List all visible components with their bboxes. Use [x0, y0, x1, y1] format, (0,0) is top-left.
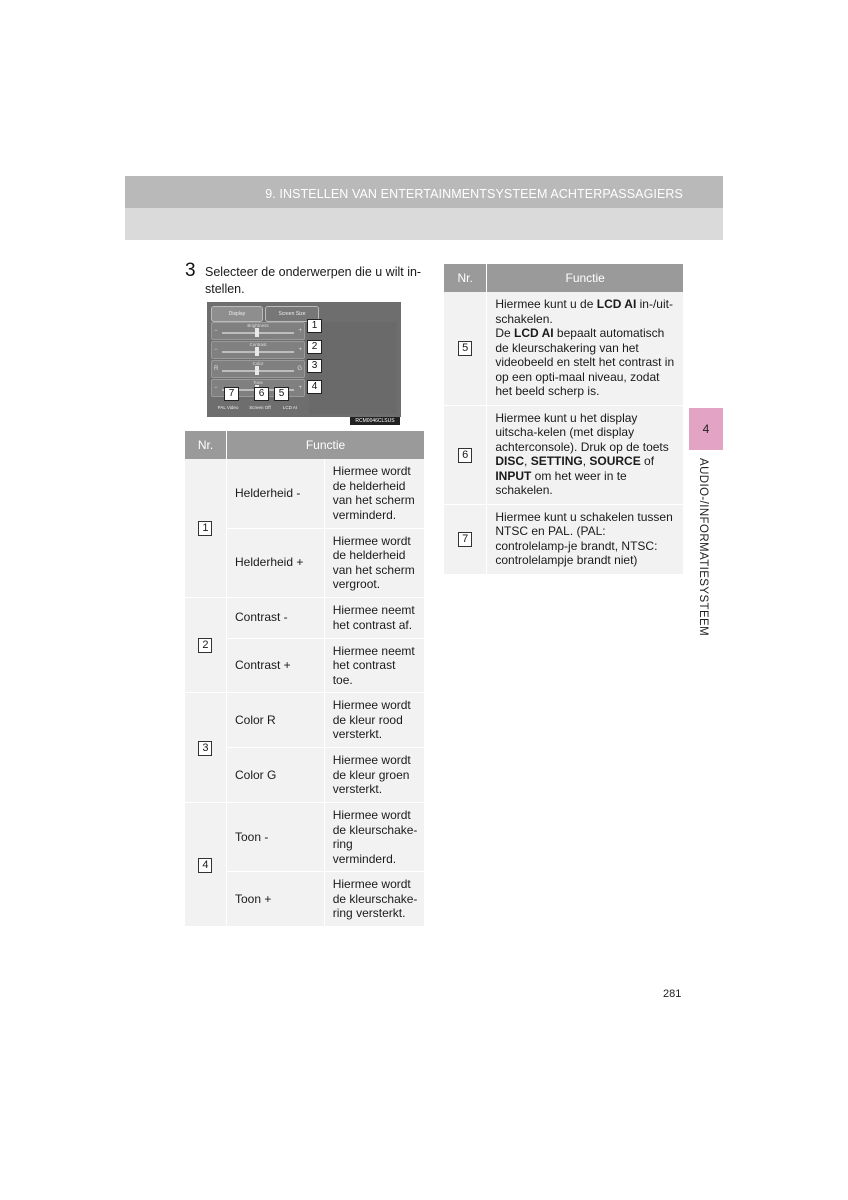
slider-knob — [255, 328, 259, 337]
color-g-label: G — [297, 366, 302, 372]
table-desc-cell: Hiermee wordt de helderheid van het scherm vergroot. — [324, 528, 424, 597]
table-desc-cell: Hiermee neemt het contrast toe. — [324, 638, 424, 693]
function-table-left — [185, 431, 424, 927]
table-nr-cell — [185, 597, 226, 693]
color-r-label: R — [214, 366, 219, 372]
callout-2: 2 — [307, 340, 322, 354]
nr-box: 7 — [458, 532, 472, 547]
nr-box: 3 — [198, 741, 212, 756]
callout-7: 7 — [224, 387, 239, 401]
plus-icon: + — [298, 328, 302, 334]
color-label: Color — [252, 361, 264, 366]
nr-box: 5 — [458, 341, 472, 356]
table-desc-cell: Hiermee wordt de helderheid van het scherm verminderd. — [324, 459, 424, 528]
table-desc-cell: Hiermee wordt de kleur rood versterkt. — [324, 693, 424, 748]
table-nr-cell — [444, 292, 487, 405]
table-desc-cell: Hiermee kunt u het display uitscha-kelen (met display achterconsole). Druk op de toets DISC, SETTING, SOURCE of INPUT om het weer in te schakelen. — [487, 405, 683, 504]
table-name-cell: Helderheid + — [226, 528, 324, 597]
table-desc-cell: Hiermee kunt u de LCD AI in-/uit-schakelen. De LCD AI bepaalt automatisch de kleurschakering van het videobeeld en stelt het contrast in op een opti-maal niveau, zodat het beeld scherp is. — [487, 292, 683, 405]
chapter-label: AUDIO-/INFORMATIESYSTEEM — [697, 458, 709, 637]
table-name-cell: Contrast - — [226, 597, 324, 638]
tab-display: Display — [211, 306, 263, 322]
callout-6: 6 — [254, 387, 269, 401]
table-name-cell: Contrast + — [226, 638, 324, 693]
slider-knob — [255, 347, 259, 356]
table-nr-cell — [185, 693, 226, 803]
callout-4: 4 — [307, 380, 322, 394]
table-desc-cell: Hiermee wordt de kleurschake-ring versterkt. — [324, 872, 424, 927]
col-functie: Functie — [226, 431, 424, 459]
minus-icon: − — [214, 328, 218, 334]
table-nr-cell — [444, 405, 487, 504]
table-desc-cell: Hiermee kunt u schakelen tussen NTSC en PAL. (PAL: controlelamp-je brandt, NTSC: controlelampje brandt niet) — [487, 504, 683, 574]
table-desc-cell: Hiermee neemt het contrast af. — [324, 597, 424, 638]
table-nr-cell — [185, 459, 226, 597]
pal-video-button: PAL Video — [217, 405, 239, 410]
preview-area — [309, 322, 397, 414]
lcd-ai-button: LCD AI — [282, 405, 298, 410]
nr-box: 2 — [198, 638, 212, 653]
chapter-number: 4 — [702, 422, 710, 436]
brightness-label: Brightness — [247, 323, 269, 328]
contrast-label: Contrast — [249, 342, 267, 347]
contrast-control — [211, 341, 305, 359]
callout-5: 5 — [274, 387, 289, 401]
table-nr-cell — [185, 803, 226, 927]
step-text: Selecteer de onderwerpen die u wilt in-stellen. — [205, 265, 422, 296]
callout-3: 3 — [307, 359, 322, 373]
page-number: 281 — [663, 988, 682, 1000]
function-table-right — [444, 264, 683, 575]
header-band-lower — [125, 208, 723, 240]
chapter-tab — [689, 408, 723, 450]
nr-box: 4 — [198, 858, 212, 873]
step-number: 3 — [185, 260, 196, 281]
display-settings-screenshot — [207, 302, 401, 417]
nr-box: 1 — [198, 521, 212, 536]
table-nr-cell — [444, 504, 487, 574]
nr-box: 6 — [458, 448, 472, 463]
col-nr: Nr. — [185, 431, 226, 459]
table-desc-cell: Hiermee wordt de kleurschake-ring verminderd. — [324, 803, 424, 872]
image-code: RCM0046CLSUS — [350, 417, 400, 425]
table-name-cell: Toon + — [226, 872, 324, 927]
minus-icon: − — [214, 385, 218, 391]
col-nr: Nr. — [444, 264, 487, 292]
tab-screen-size: Screen Size — [265, 306, 319, 322]
col-functie: Functie — [487, 264, 683, 292]
brightness-control — [211, 322, 305, 340]
table-name-cell: Color G — [226, 748, 324, 803]
slider-knob — [255, 366, 259, 375]
table-name-cell: Toon - — [226, 803, 324, 872]
minus-icon: − — [214, 347, 218, 353]
table-name-cell: Helderheid - — [226, 459, 324, 528]
section-title: 9. INSTELLEN VAN ENTERTAINMENTSYSTEEM ACHTERPASSAGIERS — [265, 187, 683, 201]
table-desc-cell: Hiermee wordt de kleur groen versterkt. — [324, 748, 424, 803]
table-name-cell: Color R — [226, 693, 324, 748]
header-band — [125, 176, 723, 208]
callout-1: 1 — [307, 319, 322, 333]
plus-icon: + — [298, 347, 302, 353]
plus-icon: + — [298, 385, 302, 391]
color-control — [211, 360, 305, 378]
screen-off-button: Screen Off — [249, 405, 271, 410]
tone-label: Tone — [253, 380, 263, 385]
